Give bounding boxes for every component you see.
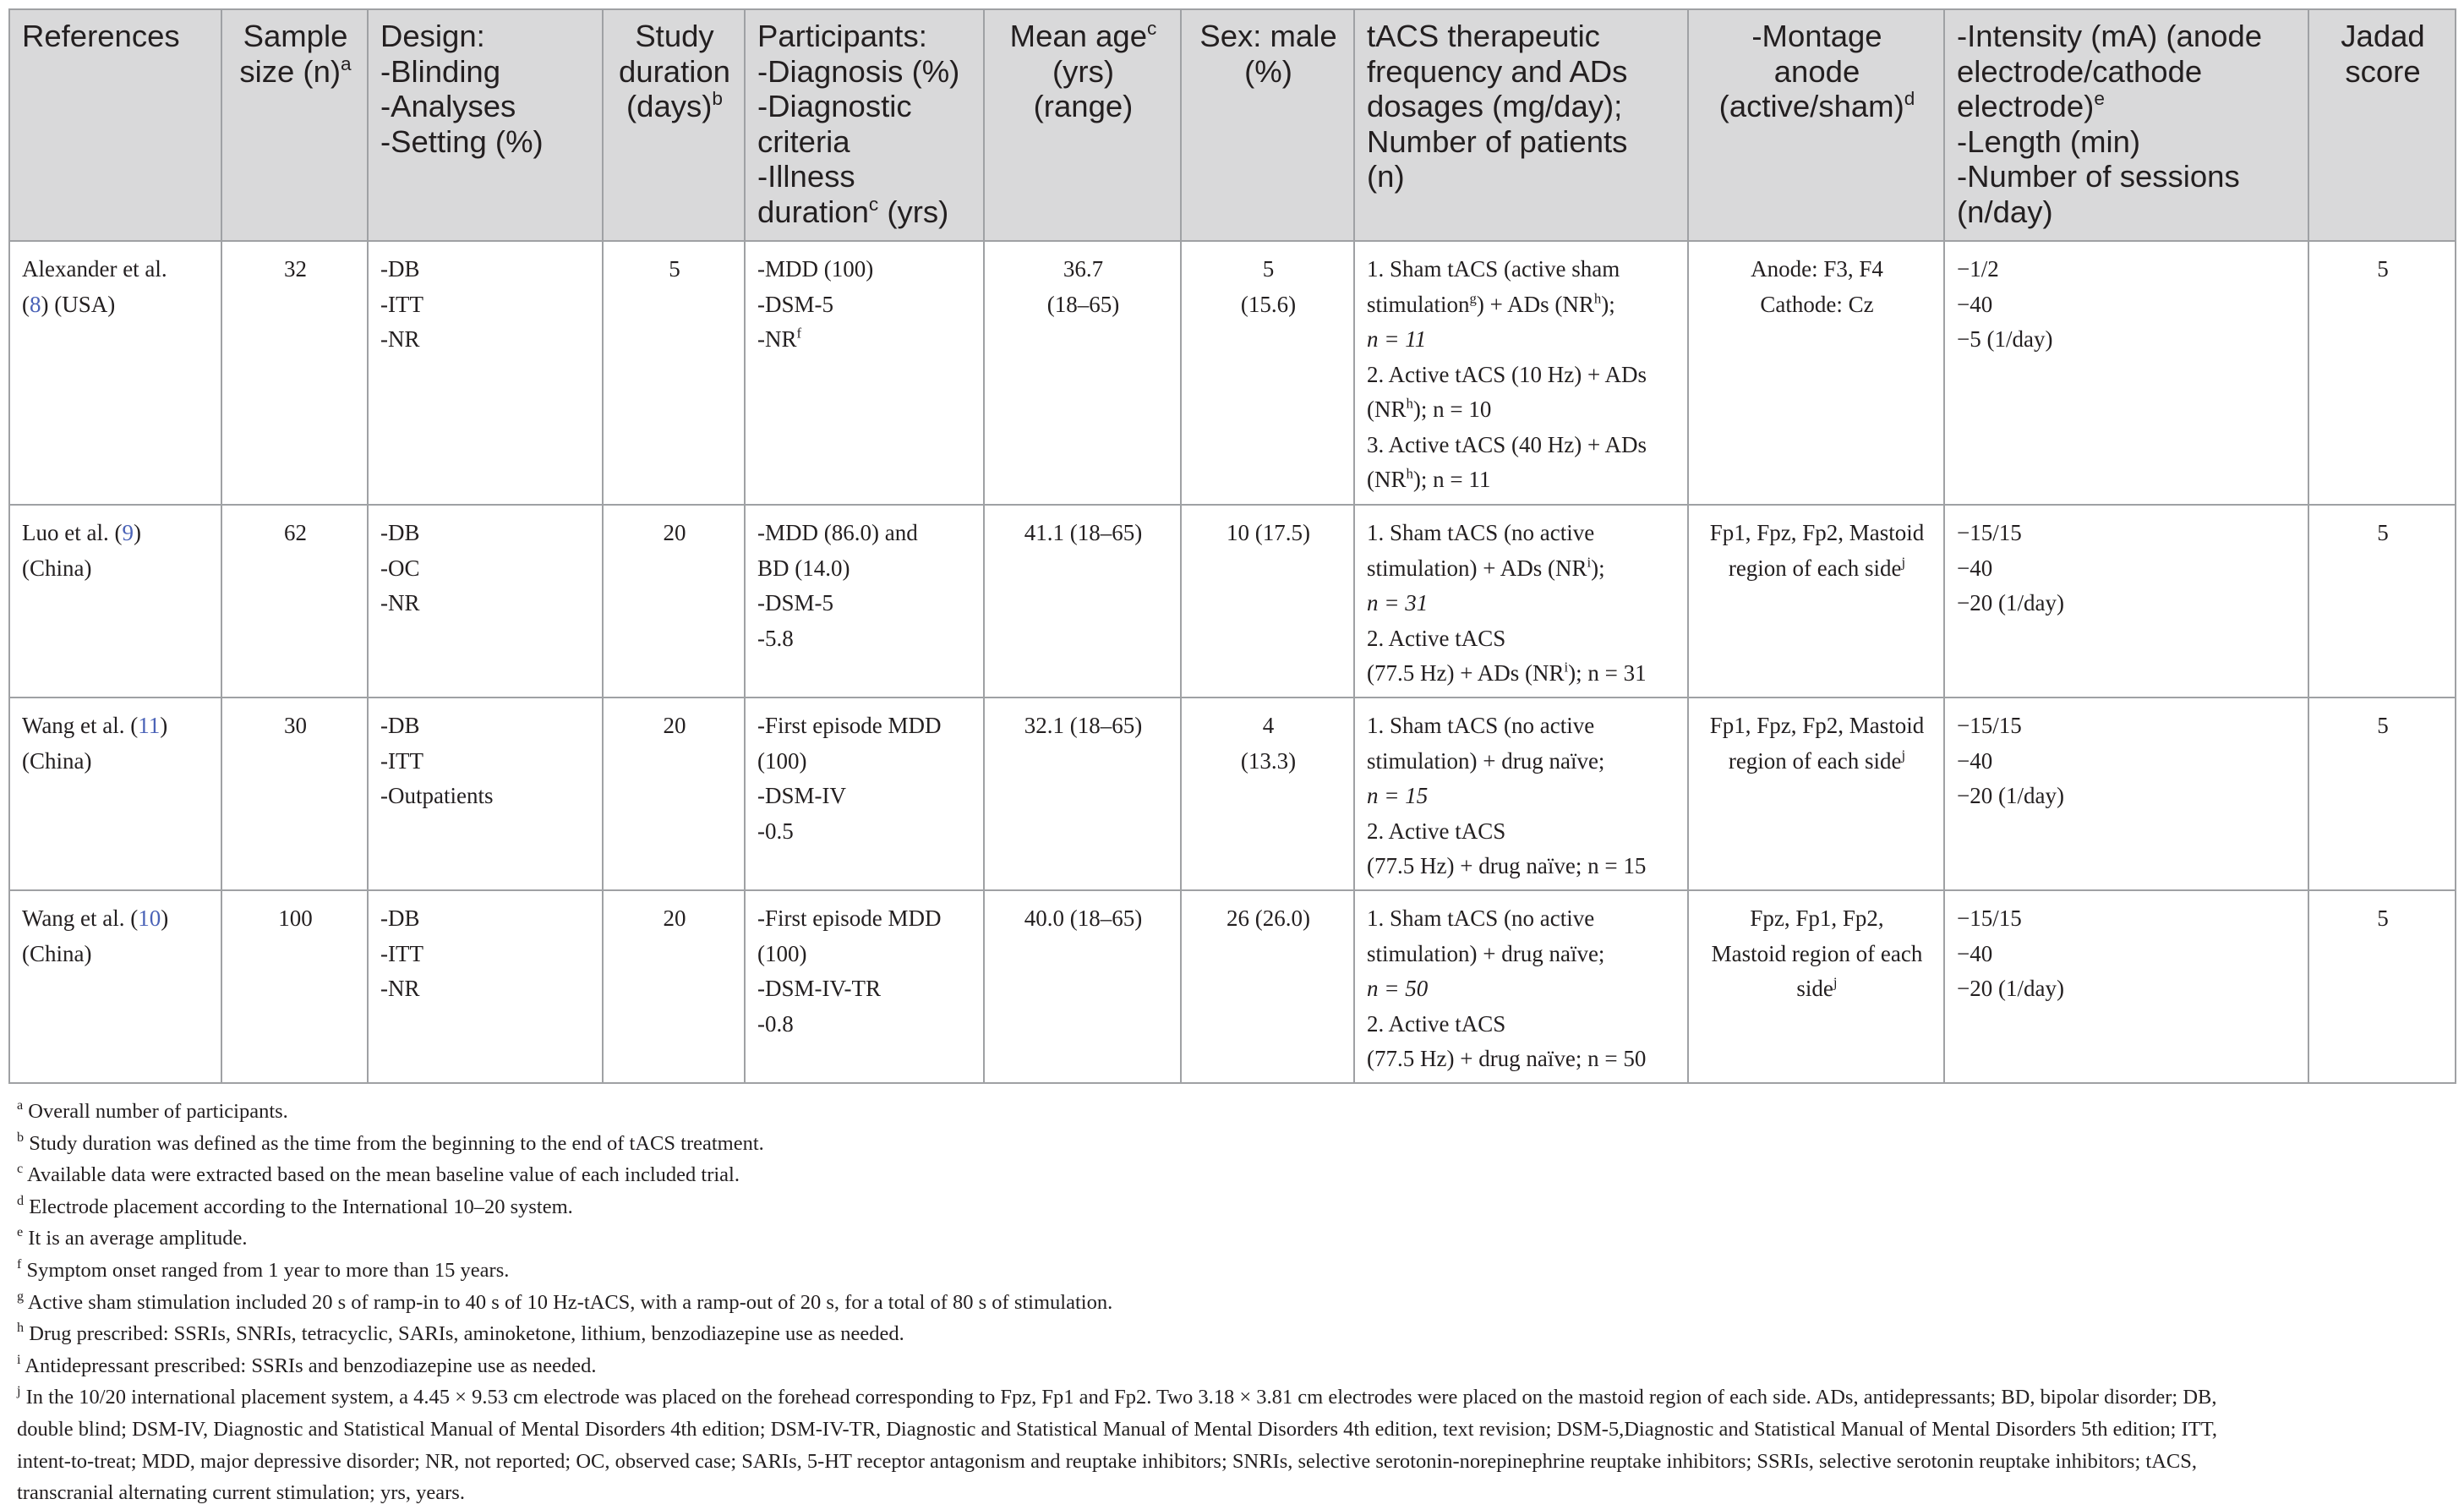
header-text: -Diagnosis (%) <box>757 53 960 89</box>
header-references <box>9 9 221 241</box>
male-count: 5 <box>1262 256 1275 282</box>
header-text: -Length (min) <box>1957 123 2141 159</box>
design-item: -NR <box>380 326 420 352</box>
tacs-line: n = 50 <box>1367 976 1429 1001</box>
cell-sample-size: 32 <box>221 241 368 505</box>
length-line: −40 <box>1957 747 1993 774</box>
tacs-line: ); <box>1591 555 1605 581</box>
header-sex-male <box>1181 9 1354 241</box>
montage-line: Fpz, Fp1, Fp2, <box>1750 905 1884 931</box>
footnote-marker: j <box>17 1384 21 1399</box>
header-text: (n/day) <box>1957 194 2053 229</box>
tacs-line: n = 11 <box>1367 326 1427 352</box>
participants-item: -DSM-5 <box>757 590 834 615</box>
participants-item: -MDD (86.0) and <box>757 520 918 545</box>
cell-sample-size: 62 <box>221 505 368 698</box>
design-item: -DB <box>380 713 420 738</box>
header-text: -Illness <box>757 159 855 194</box>
reference-country: (China) <box>22 555 92 581</box>
header-design <box>368 9 603 241</box>
mean-age-value: 32.1 (18–65) <box>1024 713 1143 738</box>
design-item: -ITT <box>380 747 423 774</box>
header-text: (range) <box>1033 89 1134 123</box>
participants-item: -DSM-5 <box>757 291 834 317</box>
cell-jadad-score: 5 <box>2308 890 2456 1083</box>
cell-participants <box>745 505 984 698</box>
length-line: −40 <box>1957 291 1993 317</box>
reference-author: Luo et al. <box>22 520 109 545</box>
header-text: (yrs) <box>878 194 949 229</box>
cell-design <box>368 698 603 890</box>
tacs-line: 1. Sham tACS (active sham <box>1367 256 1620 282</box>
cell-montage <box>1688 505 1944 698</box>
cell-reference: Alexander et al. (8) (USA) <box>9 241 221 505</box>
tacs-line: (77.5 Hz) + drug naïve; n = 15 <box>1367 853 1647 878</box>
footnote <box>17 1128 2455 1160</box>
participants-item: -MDD (100) <box>757 256 874 282</box>
tacs-line: (77.5 Hz) + drug naïve; n = 50 <box>1367 1046 1647 1071</box>
cell-reference: Wang et al. (11) (China) <box>9 698 221 890</box>
cell-design <box>368 890 603 1083</box>
footnote-marker: c <box>1147 17 1157 39</box>
study-characteristics-table <box>8 8 2456 1084</box>
tacs-line: (NR <box>1367 467 1407 492</box>
footnote-marker: d <box>1904 87 1915 109</box>
footnote-marker: f <box>17 1256 22 1272</box>
footnote <box>17 1287 2455 1319</box>
footnote-marker: g <box>17 1288 25 1304</box>
footnote-text: It is an average amplitude. <box>23 1227 248 1250</box>
header-tacs-frequency <box>1354 9 1688 241</box>
footnote-marker: i <box>1587 554 1592 571</box>
footnote-marker: c <box>868 193 879 215</box>
footnote-marker: h <box>17 1321 25 1336</box>
mean-age-value: 40.0 (18–65) <box>1024 905 1143 931</box>
male-percent: (13.3) <box>1240 747 1297 774</box>
header-jadad-score <box>2308 9 2456 241</box>
tacs-line: n = 15 <box>1367 783 1429 808</box>
header-text: -Analyses <box>380 89 516 123</box>
header-text: -Montage <box>1751 19 1882 53</box>
header-text: duration <box>619 53 730 89</box>
cell-sex-male <box>1181 890 1354 1083</box>
reference-author: Alexander et al. <box>22 256 167 282</box>
design-item: -Outpatients <box>380 783 494 808</box>
sessions-line: −20 (1/day) <box>1957 783 2064 808</box>
male-count: 10 (17.5) <box>1227 520 1310 545</box>
tacs-line: 2. Active tACS <box>1367 818 1506 844</box>
footnote-text: intent-to-treat; MDD, major depressive disorder; NR, not reported; OC, observed case; SARIs, 5-HT receptor antagonism and reuptake inhibitors; SNRIs, selective serotonin-norepinephrine reuptake inhibitors; SSRIs, selective serotonin reuptake inhibitors; tACS, <box>17 1449 2197 1473</box>
footnote <box>17 1159 2455 1191</box>
sessions-line: −20 (1/day) <box>1957 590 2064 615</box>
footnote-marker: i <box>17 1352 21 1367</box>
footnote-text: Active sham stimulation included 20 s of ramp-in to 40 s of 10 Hz-tACS, with a ramp-out of 20 s, for a total of 80 s of stimulation. <box>24 1290 1113 1314</box>
footnote-marker: d <box>17 1193 25 1208</box>
header-text: Jadad <box>2341 19 2425 53</box>
male-count: 26 (26.0) <box>1227 905 1310 931</box>
header-text: Participants: <box>757 19 927 53</box>
tacs-line: 2. Active tACS (10 Hz) + ADs <box>1367 361 1647 387</box>
cell-participants <box>745 241 984 505</box>
tacs-line: ) + ADs (NR <box>1476 291 1594 317</box>
header-montage <box>1688 9 1944 241</box>
design-item: -ITT <box>380 291 423 317</box>
header-study-duration <box>603 9 745 241</box>
cell-study-duration: 20 <box>603 505 745 698</box>
montage-line: Fp1, Fpz, Fp2, Mastoid <box>1709 520 1925 545</box>
montage-line: side <box>1796 976 1833 1001</box>
cell-montage <box>1688 241 1944 505</box>
tacs-line: 1. Sham tACS (no active <box>1367 520 1595 545</box>
tacs-line: 2. Active tACS <box>1367 1010 1506 1037</box>
cell-jadad-score: 5 <box>2308 241 2456 505</box>
reference-author: Wang et al. <box>22 905 125 931</box>
cell-reference: Wang et al. (10) (China) <box>9 890 221 1083</box>
tacs-line: 3. Active tACS (40 Hz) + ADs <box>1367 431 1647 457</box>
footnote-marker: i <box>1564 659 1569 676</box>
footnote-text: Drug prescribed: SSRIs, SNRIs, tetracyclic, SARIs, aminoketone, lithium, benzodiazepine use as needed. <box>24 1322 904 1346</box>
cell-participants <box>745 890 984 1083</box>
cell-intensity <box>1944 890 2308 1083</box>
header-text: -Number of sessions <box>1957 159 2240 194</box>
footnote <box>17 1381 2455 1414</box>
cell-tacs-frequency <box>1354 241 1688 505</box>
footnote-marker: h <box>1406 465 1413 482</box>
citation-link[interactable]: 10 <box>138 905 161 931</box>
footnote-text: Overall number of participants. <box>23 1100 288 1123</box>
footnote-marker: j <box>1833 974 1838 991</box>
table-footnotes <box>8 1096 2455 1509</box>
cell-design <box>368 505 603 698</box>
cell-tacs-frequency <box>1354 698 1688 890</box>
tacs-line: (NR <box>1367 397 1407 422</box>
design-item: -NR <box>380 976 420 1001</box>
tacs-line: ); n = 10 <box>1412 397 1492 422</box>
footnote-marker: a <box>341 52 352 74</box>
tacs-line: ); n = 31 <box>1568 660 1647 686</box>
cell-montage <box>1688 698 1944 890</box>
design-item: -DB <box>380 905 420 931</box>
cell-participants <box>745 698 984 890</box>
montage-line: region of each side <box>1728 555 1902 581</box>
tacs-line: stimulation) + ADs (NR <box>1367 555 1587 581</box>
footnote-text: double blind; DSM-IV, Diagnostic and Statistical Manual of Mental Disorders 4th edition; DSM-IV-TR, Diagnostic and Statistical Manual of Mental Disorders 4th edition, text revision; DSM-5,Diagnostic and Statistical Manual of Mental Disorders 5th edition; ITT, <box>17 1417 2217 1441</box>
participants-item: -5.8 <box>757 625 794 651</box>
reference-country: (USA) <box>48 291 116 317</box>
footnote-text: transcranial alternating current stimulation; yrs, years. <box>17 1481 465 1505</box>
table-row <box>9 890 2456 1083</box>
header-text: Mean age <box>1009 19 1148 53</box>
footnote-text: Study duration was defined as the time from the beginning to the end of tACS treatment. <box>24 1131 764 1155</box>
participants-item: -First episode MDD <box>757 905 942 931</box>
cell-tacs-frequency <box>1354 505 1688 698</box>
header-text: -Intensity (mA) (anode <box>1957 19 2263 53</box>
tacs-line: stimulation) + drug naïve; <box>1367 747 1605 774</box>
cell-sample-size: 100 <box>221 890 368 1083</box>
header-text: size (n) <box>239 53 341 89</box>
montage-line: Mastoid region of each <box>1711 940 1923 966</box>
footnote-marker: e <box>2094 87 2105 109</box>
cell-reference: Luo et al. (9) (China) <box>9 505 221 698</box>
header-row <box>9 9 2456 241</box>
header-text: frequency and ADs <box>1367 53 1628 89</box>
header-mean-age <box>984 9 1181 241</box>
intensity-line: −15/15 <box>1957 520 2022 545</box>
reference-country: (China) <box>22 747 92 774</box>
header-text: criteria <box>757 123 850 159</box>
cell-study-duration: 5 <box>603 241 745 505</box>
mean-age-value: 36.7 <box>1063 256 1104 282</box>
tacs-line: ); <box>1601 291 1615 317</box>
male-count: 4 <box>1262 713 1275 738</box>
footnote <box>17 1096 2455 1128</box>
tacs-line: n = 31 <box>1367 590 1429 615</box>
header-text: Design: <box>380 19 485 53</box>
header-text: -Blinding <box>380 53 501 89</box>
footnote-marker: c <box>17 1162 24 1177</box>
header-text: References <box>22 19 180 53</box>
table-page <box>8 8 2455 1509</box>
footnote-text: Symptom onset ranged from 1 year to more than 15 years. <box>21 1258 510 1282</box>
tacs-line: stimulation <box>1367 291 1470 317</box>
intensity-line: −15/15 <box>1957 905 2022 931</box>
header-text: tACS therapeutic <box>1367 19 1600 53</box>
footnote <box>17 1350 2455 1382</box>
header-participants <box>745 9 984 241</box>
header-text: (%) <box>1244 53 1292 89</box>
cell-montage <box>1688 890 1944 1083</box>
cell-design <box>368 241 603 505</box>
tacs-line: ); n = 11 <box>1412 467 1491 492</box>
cell-mean-age <box>984 241 1181 505</box>
footnote-text: In the 10/20 international placement system, a 4.45 × 9.53 cm electrode was placed on the forehead corresponding to Fpz, Fp1 and Fp2. Two 3.18 × 3.81 cm electrodes were placed on the mastoid region of each side. ADs, antidepressants; BD, bipolar disorder; DB, <box>20 1386 2217 1409</box>
cell-intensity <box>1944 241 2308 505</box>
cell-mean-age <box>984 698 1181 890</box>
design-item: -DB <box>380 520 420 545</box>
footnote-marker: h <box>1593 290 1602 307</box>
design-item: -ITT <box>380 940 423 966</box>
header-text: Study <box>635 19 714 53</box>
cell-sample-size: 30 <box>221 698 368 890</box>
footnote-marker: h <box>1406 395 1413 412</box>
footnote-text: Available data were extracted based on the mean baseline value of each included trial. <box>23 1163 740 1187</box>
participants-item: BD (14.0) <box>757 555 850 581</box>
footnote-text: Electrode placement according to the International 10–20 system. <box>24 1195 573 1218</box>
cell-mean-age <box>984 890 1181 1083</box>
header-text: anode <box>1773 53 1860 89</box>
participants-item: -NR <box>757 326 797 352</box>
reference-author: Wang et al. <box>22 713 125 738</box>
header-text: dosages (mg/day); <box>1367 89 1623 123</box>
header-text: (active/sham) <box>1718 89 1904 123</box>
header-text: (yrs) <box>1052 53 1114 89</box>
sessions-line: −20 (1/day) <box>1957 976 2064 1001</box>
cell-sex-male <box>1181 241 1354 505</box>
header-text: -Setting (%) <box>380 123 544 159</box>
header-text: -Diagnostic <box>757 89 912 123</box>
header-text: score <box>2345 53 2421 89</box>
header-text: (n) <box>1367 159 1405 194</box>
tacs-line: 1. Sham tACS (no active <box>1367 713 1595 738</box>
participants-item: -0.8 <box>757 1010 794 1037</box>
footnote-marker: e <box>17 1225 24 1240</box>
header-text: electrode/cathode <box>1957 53 2203 89</box>
reference-country: (China) <box>22 940 92 966</box>
table-row <box>9 241 2456 505</box>
footnote-marker: g <box>1469 290 1477 307</box>
montage-line: region of each side <box>1728 747 1902 774</box>
cell-sex-male <box>1181 698 1354 890</box>
participants-item: -DSM-IV-TR <box>757 976 882 1001</box>
citation-link[interactable]: 11 <box>138 713 161 738</box>
montage-line: Fp1, Fpz, Fp2, Mastoid <box>1709 713 1925 738</box>
footnote-marker: j <box>1901 554 1906 571</box>
header-text: Number of patients <box>1367 123 1628 159</box>
footnote-text: Antidepressant prescribed: SSRIs and benzodiazepine use as needed. <box>20 1354 597 1377</box>
intensity-line: −15/15 <box>1957 713 2022 738</box>
header-text: Sex: male <box>1199 19 1337 53</box>
citation-link[interactable]: 8 <box>30 291 41 317</box>
header-sample-size <box>221 9 368 241</box>
footnote-marker: f <box>796 325 802 342</box>
cell-mean-age <box>984 505 1181 698</box>
montage-line: Anode: F3, F4 <box>1751 256 1883 282</box>
tacs-line: 1. Sham tACS (no active <box>1367 905 1595 931</box>
participants-item: -0.5 <box>757 818 794 844</box>
montage-line: Cathode: Cz <box>1760 291 1874 317</box>
participants-item: (100) <box>757 747 807 774</box>
age-range: (18–65) <box>1046 291 1120 317</box>
footnote <box>17 1223 2455 1255</box>
footnote-marker: a <box>17 1097 24 1113</box>
cell-jadad-score: 5 <box>2308 698 2456 890</box>
design-item: -DB <box>380 256 420 282</box>
intensity-line: −1/2 <box>1957 256 1999 282</box>
male-percent: (15.6) <box>1240 291 1297 317</box>
tacs-line: 2. Active tACS <box>1367 625 1506 651</box>
cell-study-duration: 20 <box>603 890 745 1083</box>
cell-sex-male <box>1181 505 1354 698</box>
design-item: -OC <box>380 555 420 581</box>
table-row <box>9 505 2456 698</box>
table-row <box>9 698 2456 890</box>
participants-item: (100) <box>757 940 807 966</box>
cell-intensity <box>1944 505 2308 698</box>
citation-link[interactable]: 9 <box>122 520 134 545</box>
footnote <box>17 1191 2455 1223</box>
cell-study-duration: 20 <box>603 698 745 890</box>
header-text: (days) <box>626 89 713 123</box>
footnote <box>17 1318 2455 1350</box>
tacs-line: stimulation) + drug naïve; <box>1367 940 1605 966</box>
participants-item: -First episode MDD <box>757 713 942 738</box>
header-text: electrode) <box>1957 89 2095 123</box>
footnote-marker: b <box>17 1130 25 1145</box>
footnote <box>17 1255 2455 1287</box>
length-line: −40 <box>1957 940 1993 966</box>
sessions-line: −5 (1/day) <box>1957 326 2053 352</box>
cell-tacs-frequency <box>1354 890 1688 1083</box>
header-text: duration <box>757 194 869 229</box>
design-item: -NR <box>380 590 420 615</box>
header-text: Sample <box>243 19 348 53</box>
cell-jadad-score: 5 <box>2308 505 2456 698</box>
mean-age-value: 41.1 (18–65) <box>1024 520 1143 545</box>
participants-item: -DSM-IV <box>757 783 846 808</box>
tacs-line: (77.5 Hz) + ADs (NR <box>1367 660 1565 686</box>
length-line: −40 <box>1957 555 1993 581</box>
footnote-marker: j <box>1901 747 1906 763</box>
header-intensity <box>1944 9 2308 241</box>
footnote-marker: b <box>712 87 723 109</box>
cell-intensity <box>1944 698 2308 890</box>
